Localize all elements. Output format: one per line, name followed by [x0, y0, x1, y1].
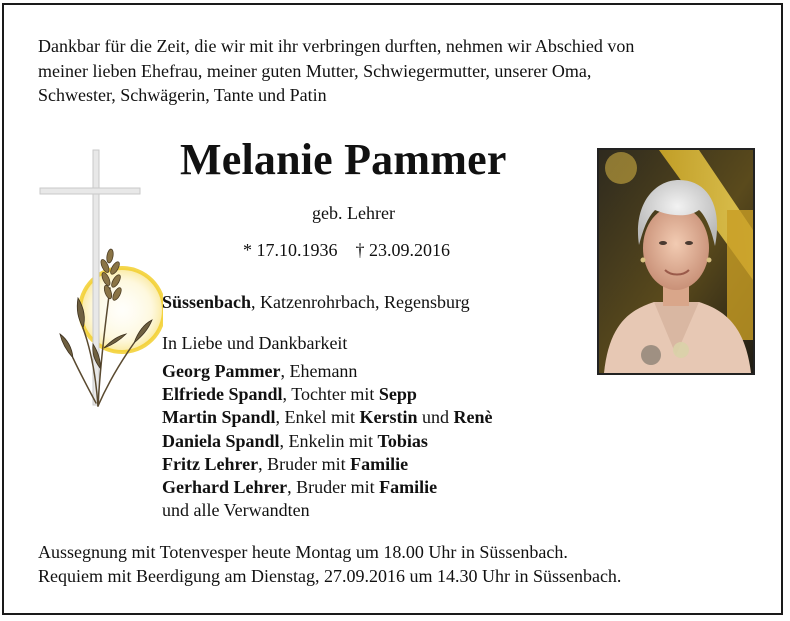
mourner-relation: , Tochter mit	[282, 384, 379, 405]
mourner-name: Fritz Lehrer	[162, 453, 259, 474]
mourner-name: Daniela Spandl	[162, 430, 280, 451]
mourners-heading: In Liebe und Dankbarkeit	[162, 333, 348, 353]
mourner-relation: , Enkel mit	[275, 407, 360, 428]
mourner-companion: Familie	[379, 477, 438, 498]
portrait-photo	[597, 148, 755, 375]
deceased-name: Melanie Pammer	[180, 135, 507, 184]
life-dates	[243, 240, 450, 261]
portrait-image	[599, 150, 753, 373]
mourners-closing: und alle Verwandten	[162, 500, 310, 521]
service-line-1: Aussegnung mit Totenvesper heute Montag um 18.00 Uhr in Süssenbach.	[38, 542, 568, 562]
mourner-name: Gerhard Lehrer	[162, 477, 288, 498]
service-line-2: Requiem mit Beerdigung am Dienstag, 27.09.2016 um 14.30 Uhr in Süssenbach.	[38, 566, 622, 586]
mourner-companion: Familie	[350, 453, 409, 474]
death-date: † 23.09.2016	[355, 240, 450, 260]
intro-line-2: meiner lieben Ehefrau, meiner guten Mutter, Schwiegermutter, unserer Oma,	[38, 60, 592, 81]
mourner-row	[162, 360, 493, 383]
birth-date: * 17.10.1936	[243, 240, 338, 260]
mourner-companion: Tobias	[377, 430, 428, 451]
mourner-relation: , Ehemann	[280, 361, 358, 381]
cross-with-wheat-icon	[38, 148, 163, 413]
places	[162, 292, 470, 313]
place-others: , Katzenrohrbach, Regensburg	[251, 292, 470, 312]
mourner-relation: , Enkelin mit	[279, 430, 378, 451]
intro-line-1: Dankbar für die Zeit, die wir mit ihr verbringen durften, nehmen wir Abschied von	[38, 36, 635, 56]
born-name: geb. Lehrer	[312, 203, 395, 223]
mourner-row	[162, 476, 493, 499]
mourner-conjunction: und	[417, 407, 454, 428]
mourner-name: Martin Spandl	[162, 407, 276, 428]
mourner-row	[162, 383, 493, 406]
mourner-companion: Sepp	[378, 384, 417, 405]
mourner-companion: Renè	[453, 407, 493, 428]
intro-line-3: Schwester, Schwägerin, Tante und Patin	[38, 85, 327, 105]
mourner-relation: , Bruder mit	[258, 453, 351, 474]
mourner-row	[162, 406, 493, 429]
mourner-name: Elfriede Spandl	[162, 384, 283, 405]
service-info	[38, 540, 621, 588]
mourners-list	[162, 360, 493, 522]
mourner-row	[162, 453, 493, 476]
mourner-row	[162, 430, 493, 453]
mourner-relation: , Bruder mit	[287, 477, 380, 498]
intro-text	[38, 34, 738, 108]
mourner-name: Georg Pammer	[162, 361, 281, 381]
place-main: Süssenbach	[162, 292, 252, 312]
mourner-companion: Kerstin	[359, 407, 418, 428]
